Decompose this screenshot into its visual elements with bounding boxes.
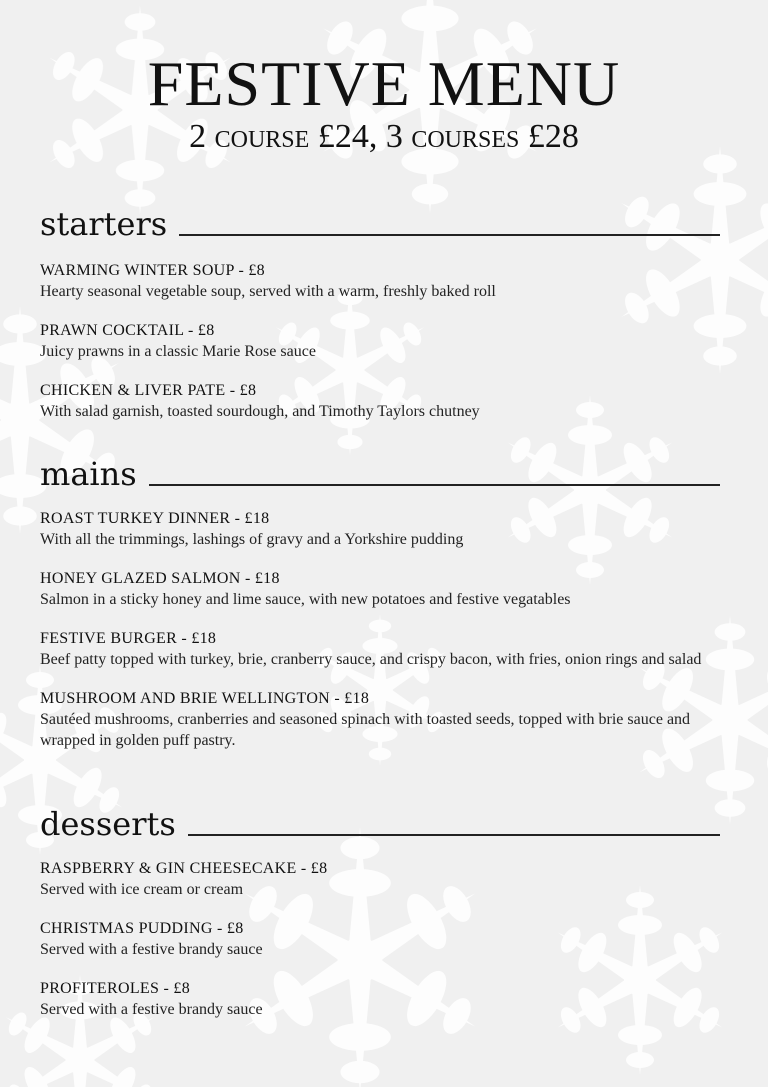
menu-item [40, 568, 720, 610]
menu-item-name: ROAST TURKEY DINNER - £18 [40, 510, 270, 527]
menu-item-name: PRAWN COCKTAIL - £8 [40, 322, 215, 339]
menu-item-name: WARMING WINTER SOUP - £8 [40, 262, 265, 279]
menu-item-description: Sautéed mushrooms, cranberries and seasoned spinach with toasted seeds, topped with brie sauce and wrapped in golden puff pastry. [40, 711, 691, 749]
menu-item [40, 320, 720, 362]
section-divider [188, 834, 720, 836]
menu-item-name: CHRISTMAS PUDDING - £8 [40, 920, 244, 937]
page-title: FESTIVE MENU [147, 48, 621, 119]
starters-section [40, 200, 720, 422]
menu-item-description: Beef patty topped with turkey, brie, cranberry sauce, and crispy bacon, with fries, onion rings and salad [40, 651, 702, 668]
section-header [40, 800, 720, 843]
menu-item [40, 978, 720, 1020]
menu-item [40, 858, 720, 900]
menu-item-name: FESTIVE BURGER - £18 [40, 630, 217, 647]
menu-item-description: Served with a festive brandy sauce [40, 941, 263, 958]
mains-section [40, 450, 720, 751]
desserts-section [40, 800, 720, 1020]
menu-item-description: Juicy prawns in a classic Marie Rose sauce [40, 343, 316, 360]
menu-item-name: RASPBERRY & GIN CHEESECAKE - £8 [40, 860, 328, 877]
section-title: desserts [40, 805, 176, 843]
menu-item [40, 628, 720, 670]
menu-item [40, 380, 720, 422]
menu-item-description: Served with ice cream or cream [40, 881, 244, 898]
menu-item-description: Served with a festive brandy sauce [40, 1001, 263, 1018]
menu-item-name: CHICKEN & LIVER PATE - £8 [40, 382, 257, 399]
menu-item-name: HONEY GLAZED SALMON - £18 [40, 570, 280, 587]
menu-item-name: MUSHROOM AND BRIE WELLINGTON - £18 [40, 690, 370, 707]
menu-item-description: With salad garnish, toasted sourdough, and Timothy Taylors chutney [40, 403, 480, 420]
menu-item [40, 688, 720, 751]
menu-item-name: PROFITEROLES - £8 [40, 980, 190, 997]
menu-item [40, 508, 720, 550]
section-divider [149, 484, 720, 486]
menu-item-description: Salmon in a sticky honey and lime sauce, with new potatoes and festive vegatables [40, 591, 571, 608]
menu-item [40, 918, 720, 960]
section-divider [179, 234, 720, 236]
section-header [40, 450, 720, 493]
menu-item-description: Hearty seasonal vegetable soup, served with a warm, freshly baked roll [40, 283, 496, 300]
section-header [40, 200, 720, 243]
section-title: mains [40, 455, 137, 493]
section-title: starters [40, 205, 168, 243]
menu-item [40, 260, 720, 302]
menu-item-description: With all the trimmings, lashings of gravy and a Yorkshire pudding [40, 531, 464, 548]
pricing-subtitle: 2 course £24, 3 courses £28 [189, 118, 579, 155]
